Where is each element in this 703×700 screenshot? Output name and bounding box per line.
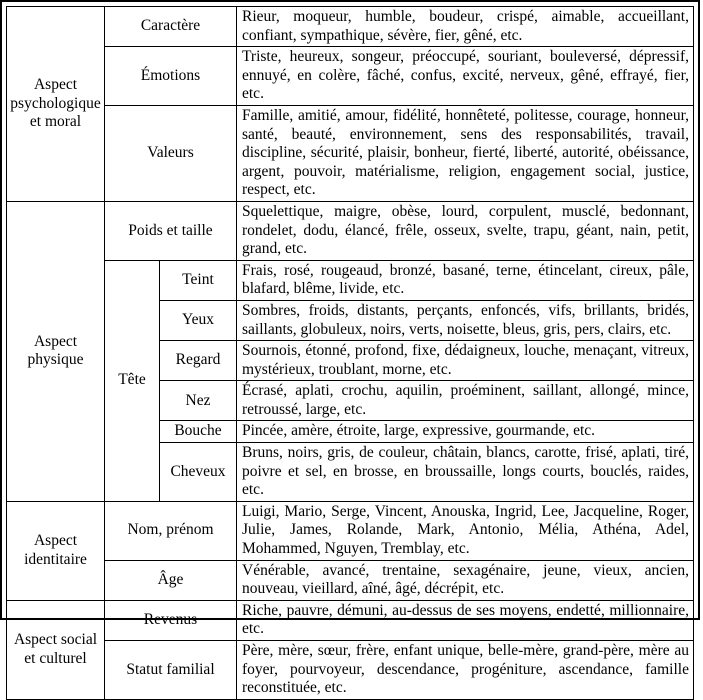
- table-row: [7, 47, 694, 106]
- word-list-age: Vénérable, avancé, trentaine, sexagénaire, jeune, vieux, ancien, nouveau, vieillard, aîné, âgé, décrépit, etc.: [237, 560, 694, 600]
- word-list-regard: Sournois, étonné, profond, fixe, dédaigneux, louche, menaçant, vitreux, mystérieux, troublant, morne, etc.: [237, 341, 694, 381]
- subcategory-label-emotions: Émotions: [105, 47, 237, 106]
- subcategory-label-valeurs: Valeurs: [105, 105, 237, 201]
- table-row: [7, 600, 694, 640]
- word-list-cheveux: Bruns, noirs, gris, de couleur, châtain, blancs, carotte, frisé, aplati, tiré, poivre et sel, en brosse, en broussaille, longs courts, bouclés, raides, etc.: [237, 443, 694, 502]
- table-row: [7, 201, 694, 260]
- word-list-teint: Frais, rosé, rougeaud, bronzé, basané, terne, étincelant, cireux, pâle, blafard, blême, livide, etc.: [237, 260, 694, 300]
- word-list-revenus: Riche, pauvre, démuni, au-dessus de ses moyens, endetté, millionnaire, etc.: [237, 600, 694, 640]
- aspect-label-identitaire: Aspect identitaire: [7, 501, 105, 600]
- vocabulary-table: [6, 6, 694, 700]
- aspect-label-social-culturel: Aspect social et culturel: [7, 600, 105, 699]
- table-row: [7, 7, 694, 47]
- subsubcategory-label-regard: Regard: [160, 341, 237, 381]
- table-row: [7, 260, 694, 300]
- table-row: [7, 560, 694, 600]
- word-list-yeux: Sombres, froids, distants, perçants, enfoncés, vifs, brillants, bridés, saillants, globuleux, noirs, verts, noisette, bleus, gris, pers, clairs, etc.: [237, 300, 694, 340]
- subcategory-label-tete: Tête: [105, 260, 160, 501]
- subcategory-label-statut-familial: Statut familial: [105, 641, 237, 700]
- word-list-caractere: Rieur, moqueur, humble, boudeur, crispé, aimable, accueillant, confiant, sympathique, sévère, fier, gêné, etc.: [237, 7, 694, 47]
- aspect-label-physique: Aspect physique: [7, 201, 105, 501]
- subcategory-label-age: Âge: [105, 560, 237, 600]
- table-row: [7, 641, 694, 700]
- word-list-emotions: Triste, heureux, songeur, préoccupé, souriant, bouleversé, dépressif, ennuyé, en colère, fâché, confus, excité, nerveux, gêné, effrayé, fier, etc.: [237, 47, 694, 106]
- subcategory-label-poids-et-taille: Poids et taille: [105, 201, 237, 260]
- subsubcategory-label-nez: Nez: [160, 381, 237, 421]
- subsubcategory-label-yeux: Yeux: [160, 300, 237, 340]
- word-list-bouche: Pincée, amère, étroite, large, expressive, gourmande, etc.: [237, 421, 694, 443]
- subsubcategory-label-teint: Teint: [160, 260, 237, 300]
- table-row: [7, 105, 694, 201]
- subcategory-label-caractere: Caractère: [105, 7, 237, 47]
- word-list-nom-prenom: Luigi, Mario, Serge, Vincent, Anouska, Ingrid, Lee, Jacqueline, Roger, Julie, James, Rolande, Mark, Antonio, Mélia, Athéna, Adel, Mohammed, Nguyen, Tremblay, etc.: [237, 501, 694, 560]
- subcategory-label-nom-prenom: Nom, prénom: [105, 501, 237, 560]
- table-row: [7, 501, 694, 560]
- subcategory-label-revenus: Revenus: [105, 600, 237, 640]
- word-list-nez: Écrasé, aplati, crochu, aquilin, proéminent, saillant, allongé, mince, retroussé, large, etc.: [237, 381, 694, 421]
- subsubcategory-label-cheveux: Cheveux: [160, 443, 237, 502]
- word-list-valeurs: Famille, amitié, amour, fidélité, honnêteté, politesse, courage, honneur, santé, beauté, environnement, sens des responsabilités, travail, discipline, sécurité, plaisir, bonheur, fierté, liberté, autorité, obéissance, argent, pouvoir, matérialisme, religion, engagement social, justice, respect, etc.: [237, 105, 694, 201]
- word-list-poids-et-taille: Squelettique, maigre, obèse, lourd, corpulent, musclé, bedonnant, rondelet, dodu, élancé, frêle, osseux, svelte, trapu, géant, nain, petit, grand, etc.: [237, 201, 694, 260]
- word-list-statut-familial: Père, mère, sœur, frère, enfant unique, belle-mère, grand-père, mère au foyer, pourvoyeur, descendance, progéniture, ascendance, famille reconstituée, etc.: [237, 641, 694, 700]
- aspect-label-psychologique: Aspect psychologique et moral: [7, 7, 105, 202]
- subsubcategory-label-bouche: Bouche: [160, 421, 237, 443]
